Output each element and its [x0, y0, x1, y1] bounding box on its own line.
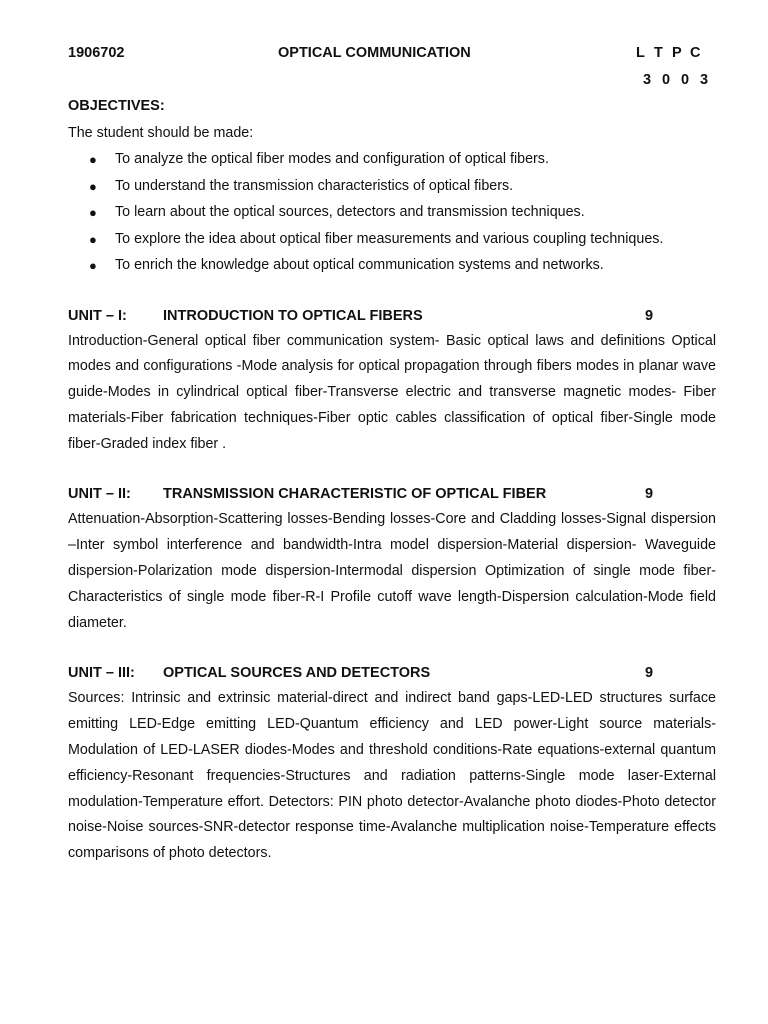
course-title: OPTICAL COMMUNICATION — [278, 45, 471, 61]
ltpc-labels — [636, 45, 708, 61]
unit-3 — [68, 660, 716, 867]
bullet-icon: ● — [89, 231, 97, 247]
ltpc-label-c: C — [690, 45, 701, 61]
bullet-icon: ● — [89, 178, 97, 194]
objective-item — [68, 227, 716, 253]
objective-text: To learn about the optical sources, detectors and transmission techniques. — [115, 204, 585, 220]
course-code: 1906702 — [68, 45, 125, 61]
ltpc-label-p: P — [672, 45, 682, 61]
ltpc-value-t: 0 — [662, 72, 671, 88]
ltpc-value-l: 3 — [643, 72, 652, 88]
unit-hours: 9 — [645, 665, 654, 682]
objective-text: To understand the transmission characteristics of optical fibers. — [115, 177, 514, 194]
objective-text: To explore the idea about optical fiber measurements and various coupling techniques. — [115, 230, 664, 247]
bullet-icon: ● — [89, 205, 97, 220]
unit-label: UNIT – III: — [68, 665, 135, 682]
ltpc-value-c: 3 — [700, 72, 709, 88]
unit-title: TRANSMISSION CHARACTERISTIC OF OPTICAL FIBER — [163, 486, 547, 503]
objective-item — [68, 200, 716, 226]
ltpc-label-l: L — [636, 45, 645, 61]
bullet-icon: ● — [89, 258, 97, 273]
ltpc-label-t: T — [654, 45, 663, 61]
objectives-title: OBJECTIVES: — [68, 98, 165, 114]
unit-heading — [68, 660, 716, 684]
ltpc-values — [643, 72, 719, 88]
objectives-list — [68, 147, 716, 279]
objective-text: To analyze the optical fiber modes and configuration of optical fibers. — [115, 151, 549, 167]
unit-title: INTRODUCTION TO OPTICAL FIBERS — [163, 307, 423, 324]
unit-heading — [68, 303, 716, 327]
unit-body: Introduction-General optical fiber communication system- Basic optical laws and definitions Optical modes and configurations -Mode analysis for optical propagation through fibers modes in planar wave guide-Modes in cylindrical optical fiber-Transverse electric and transverse magnetic modes- Fiber materials-Fiber fabrication techniques-Fiber optic cables classification of optical fiber-Single mode fiber-Graded index fiber . — [68, 332, 716, 452]
unit-1 — [68, 303, 716, 458]
objective-text: To enrich the knowledge about optical communication systems and networks. — [115, 257, 604, 273]
course-header — [68, 45, 708, 91]
objective-item — [68, 253, 716, 279]
unit-body: Sources: Intrinsic and extrinsic material-direct and indirect band gaps-LED-LED structures surface emitting LED-Edge emitting LED-Quantum efficiency and LED power-Light source materials-Modulation of LED-LASER diodes-Modes and threshold conditions-Rate equations-external quantum efficiency-Resonant frequencies-Structures and radiation patterns-Single mode laser-External modulation-Temperature effort. Detectors: PIN photo detector-Avalanche photo diodes-Photo detector noise-Noise sources-SNR-detector response time-Avalanche multiplication noise-Temperature effects comparisons of photo detectors. — [68, 690, 716, 862]
objective-item — [68, 174, 716, 200]
unit-hours: 9 — [645, 307, 654, 324]
ltpc-value-p: 0 — [681, 72, 690, 88]
objectives-intro: The student should be made: — [68, 125, 254, 141]
unit-title: OPTICAL SOURCES AND DETECTORS — [163, 665, 431, 682]
objective-item — [68, 147, 716, 173]
syllabus-content — [68, 97, 716, 867]
unit-label: UNIT – I: — [68, 307, 127, 324]
unit-heading — [68, 481, 716, 505]
bullet-icon: ● — [89, 152, 97, 167]
unit-body: Attenuation-Absorption-Scattering losses-Bending losses-Core and Cladding losses-Signal dispersion –Inter symbol interference and bandwidth-Intra model dispersion-Material dispersion- Waveguide dispersion-Polarization mode dispersion-Intermodal dispersion Optimization of single mode fiber-Characteristics of single mode fiber-R-I Profile cutoff wave length-Dispersion calculation-Mode field diameter. — [68, 511, 716, 631]
unit-label: UNIT – II: — [68, 486, 131, 503]
unit-2 — [68, 481, 716, 636]
unit-hours: 9 — [645, 486, 654, 503]
